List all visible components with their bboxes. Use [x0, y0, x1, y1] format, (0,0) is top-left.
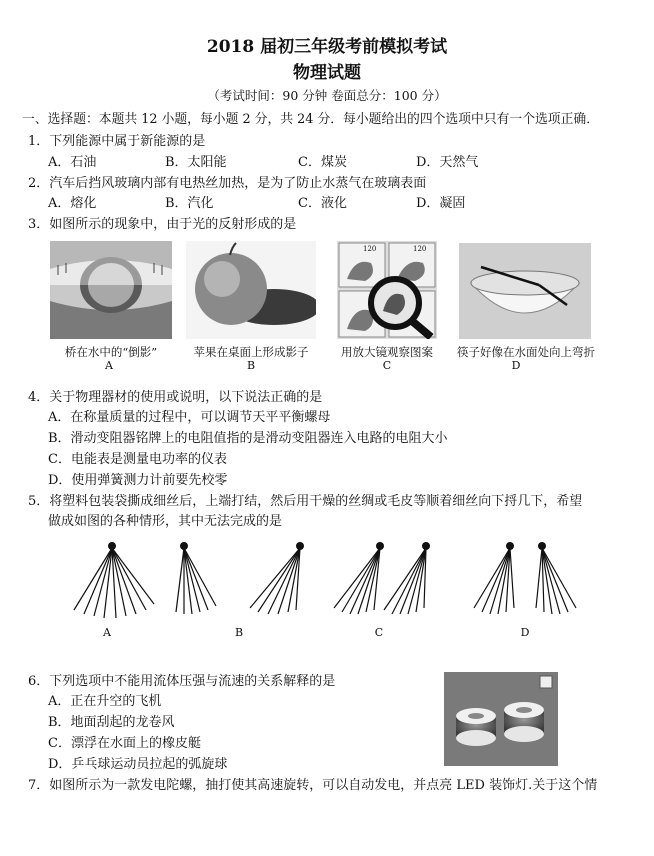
question-7-stem: 7．如图所示为一款发电陀螺，抽打使其高速旋转，可以自动发电，并点亮 LED 装饰灯.关于这个情 — [28, 778, 598, 793]
question-4-stem: 4．关于物理器材的使用或说明，以下说法正确的是 — [28, 390, 323, 405]
question-1-option-d: D．天然气 — [416, 155, 479, 170]
magnifier-stamps-image — [337, 241, 437, 339]
bridge-reflection-image — [50, 241, 172, 339]
caption-bridge: 桥在水中的“倒影” — [64, 345, 158, 359]
strips-figure-d — [470, 538, 580, 620]
q5-letter-d: D — [520, 626, 530, 639]
question-1-option-a: A．石油 — [48, 155, 97, 170]
q3-letter-c: C — [382, 359, 392, 372]
caption-chopsticks: 筷子好像在水面处向上弯折 — [457, 345, 595, 359]
gyro-generator-image — [444, 672, 558, 766]
q3-letter-b: B — [246, 359, 256, 372]
question-2-option-d: D．凝固 — [416, 196, 466, 211]
q3-letter-d: D — [511, 359, 521, 372]
question-5-stem-line2: 做成如图的各种情形，其中无法完成的是 — [48, 514, 283, 529]
question-4-option-c: C．电能表是测量电功率的仪表 — [48, 452, 227, 467]
question-2-option-c: C．液化 — [298, 196, 347, 211]
question-4-option-d: D．使用弹簧测力计前要先校零 — [48, 473, 228, 488]
question-6-option-b: B．地面刮起的龙卷风 — [48, 715, 175, 730]
exam-title: 2018 届初三年级考前模拟考试 — [206, 37, 448, 57]
question-2-stem: 2．汽车后挡风玻璃内部有电热丝加热，是为了防止水蒸气在玻璃表面 — [28, 176, 427, 191]
question-2-option-a: A．熔化 — [48, 196, 97, 211]
exam-subtitle: 物理试题 — [293, 63, 361, 83]
stamp-value-2: 120 — [413, 245, 427, 253]
question-6-option-d: D．乒乓球运动员拉起的弧旋球 — [48, 757, 228, 772]
caption-magnifier: 用放大镜观察图案 — [341, 345, 433, 359]
question-5-stem-line1: 5．将塑料包装袋撕成细丝后，上端打结，然后用干燥的丝绸或毛皮等顺着细丝向下捋几下，希望 — [28, 494, 583, 509]
question-4-option-a: A．在称量质量的过程中，可以调节天平平衡螺母 — [48, 410, 331, 425]
question-2-option-b: B．汽化 — [165, 196, 214, 211]
section-heading: 一、选择题：本题共 12 小题，每小题 2 分，共 24 分．每小题给出的四个选项中只有一个选项正确． — [22, 112, 599, 127]
chopsticks-bowl-image — [459, 243, 591, 339]
strips-figure-a — [70, 538, 160, 620]
q5-letter-a: A — [103, 626, 111, 639]
strips-figure-b — [172, 538, 312, 620]
question-1-stem: 1．下列能源中属于新能源的是 — [28, 134, 206, 149]
q5-letter-c: C — [374, 626, 384, 639]
question-1-option-c: C．煤炭 — [298, 155, 347, 170]
stamp-value-1: 120 — [363, 245, 377, 253]
q3-letter-a: A — [105, 359, 113, 372]
q5-letter-b: B — [234, 626, 244, 639]
apple-shadow-image — [186, 241, 316, 339]
question-3-stem: 3．如图所示的现象中，由于光的反射形成的是 — [28, 217, 297, 232]
question-6-stem: 6．下列选项中不能用流体压强与流速的关系解释的是 — [28, 674, 336, 689]
exam-info: （考试时间：90 分钟 卷面总分：100 分） — [207, 88, 447, 103]
strips-figure-c — [330, 538, 440, 620]
question-6-option-c: C．漂浮在水面上的橡皮艇 — [48, 736, 201, 751]
question-6-option-a: A．正在升空的飞机 — [48, 694, 162, 709]
caption-apple: 苹果在桌面上形成影子 — [193, 345, 309, 359]
question-1-option-b: B．太阳能 — [165, 155, 227, 170]
question-4-option-b: B．滑动变阻器铭牌上的电阻值指的是滑动变阻器连入电路的电阻大小 — [48, 431, 448, 446]
